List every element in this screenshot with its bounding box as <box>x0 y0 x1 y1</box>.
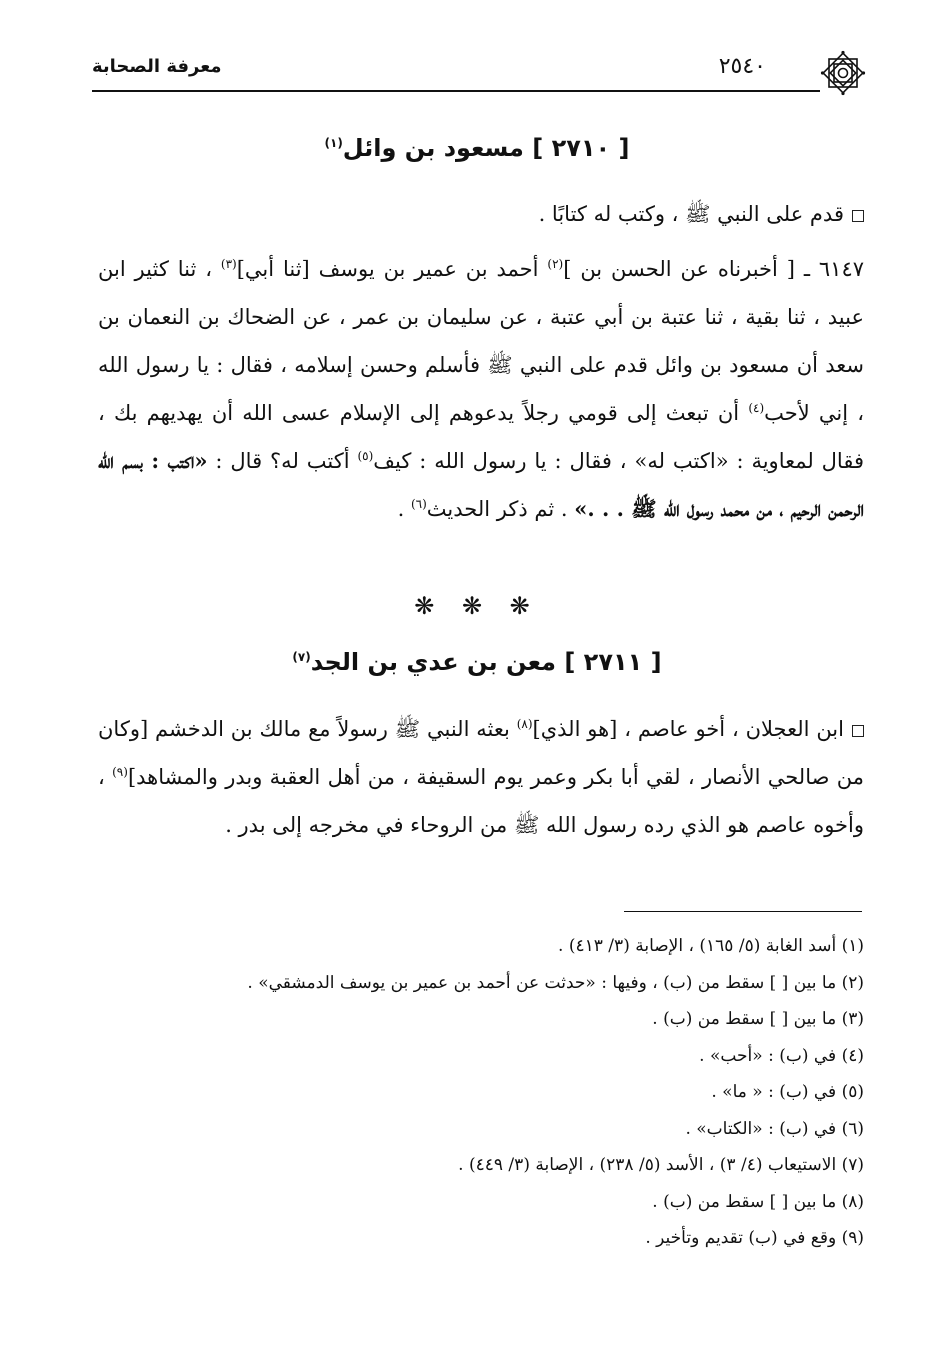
footnote-rule <box>624 911 862 912</box>
footnote-ref: (٤) <box>748 401 765 415</box>
hadith-paragraph <box>98 245 864 533</box>
footnotes <box>98 928 864 1257</box>
text-segment: أكتب له؟ قال : <box>207 449 358 473</box>
footnote: (٤) في (ب) : «أحب» . <box>699 1045 864 1066</box>
footnote: (٨) ما بين [ ] سقط من (ب) . <box>652 1191 864 1212</box>
running-title: معرفة الصحابة <box>92 56 222 77</box>
text-segment: . <box>397 497 411 521</box>
text-segment: أحمد بن عمير بن يوسف [ثنا أبي] <box>236 257 548 281</box>
text-segment: بعثه النبي ﷺ رسولاً مع مالك بن الدخشم [وكان من صالحي الأنصار ، لقي أبا بكر وعمر يوم السقيفة ، من أهل العقبة وبدر والمشاهد] <box>98 717 865 789</box>
footnote-ref: (٥) <box>357 449 374 463</box>
entry-body <box>98 705 864 849</box>
footnote: (٧) الاستيعاب (٤/ ٣) ، الأسد (٥/ ٢٣٨) ، الإصابة (٣/ ٤٤٩) . <box>458 1155 864 1175</box>
star-ornament-icon <box>820 50 866 96</box>
lead-text: قدم على النبي ﷺ ، وكتب له كتابًا . <box>538 202 844 226</box>
footnote: (٩) وقع في (ب) تقديم وتأخير . <box>645 1228 864 1248</box>
entry-heading <box>92 648 862 676</box>
text-segment: ابن العجلان ، أخو عاصم ، [هو الذي] <box>532 717 844 741</box>
text-segment: ٦١٤٧ ـ [ أخبرناه عن الحسن بن ] <box>563 257 865 281</box>
text-segment: ، وأخوه عاصم هو الذي رده رسول الله ﷺ من الروحاء في مخرجه إلى بدر . <box>98 765 864 837</box>
footnote: (٦) في (ب) : «الكتاب» . <box>685 1118 864 1139</box>
page-number: ٢٥٤٠ <box>718 54 766 79</box>
footnote: (٥) في (ب) : « ما» . <box>711 1082 864 1102</box>
footnote-ref: (٢) <box>547 257 564 271</box>
footnote-ref: (٦) <box>410 497 427 511</box>
entry-lead <box>98 190 864 238</box>
footnote-ref: (٩) <box>112 765 128 779</box>
entry-title: [ ٢٧١٠ ] مسعود بن وائل <box>342 134 630 162</box>
footnote: (٣) ما بين [ ] سقط من (ب) . <box>652 1009 864 1029</box>
footnote: (٢) ما بين [ ] سقط من (ب) ، وفيها : «حدثت عن أحمد بن عمير بن يوسف الدمشقي» . <box>247 972 864 993</box>
header-rule <box>92 90 820 92</box>
square-marker-icon <box>852 725 864 737</box>
text-segment: ، ثنا كثير ابن عبيد ، ثنا بقية ، ثنا عتبة بن أبي عتبة ، عن سليمان بن عمر ، عن الضحاك بن النعمان بن سعد أن مسعود بن وائل قدم على النبي ﷺ فأسلم وحسن إسلامه ، فقال : يا رسول الله ، إني لأحب <box>98 257 865 425</box>
quoted-letter: «اكتب : بسم الله الرحمن الرحيم ، من محمد رسول الله ﷺ . . .» <box>98 448 864 521</box>
footnote-ref: (١) <box>324 136 343 150</box>
square-marker-icon <box>852 210 864 222</box>
page-header <box>92 50 862 90</box>
section-separator: ❋ ❋ ❋ <box>414 592 540 620</box>
footnote-ref: (٣) <box>220 257 237 271</box>
entry-heading <box>92 134 862 162</box>
text-segment: أن تبعث إلى قومي رجلاً يدعوهم إلى الإسلام عسى الله أن يهديهم بك ، فقال لمعاوية : «اكتب له» ، فقال : يا رسول الله : كيف <box>98 401 864 473</box>
footnote: (١) أسد الغابة (٥/ ١٦٥) ، الإصابة (٣/ ٤١٣) . <box>558 936 864 956</box>
footnote-ref: (٨) <box>516 717 533 731</box>
footnote-ref: (٧) <box>292 650 311 664</box>
entry-title: [ ٢٧١١ ] معن بن عدي بن الجد <box>310 648 662 676</box>
text-segment: . ثم ذكر الحديث <box>426 497 575 521</box>
